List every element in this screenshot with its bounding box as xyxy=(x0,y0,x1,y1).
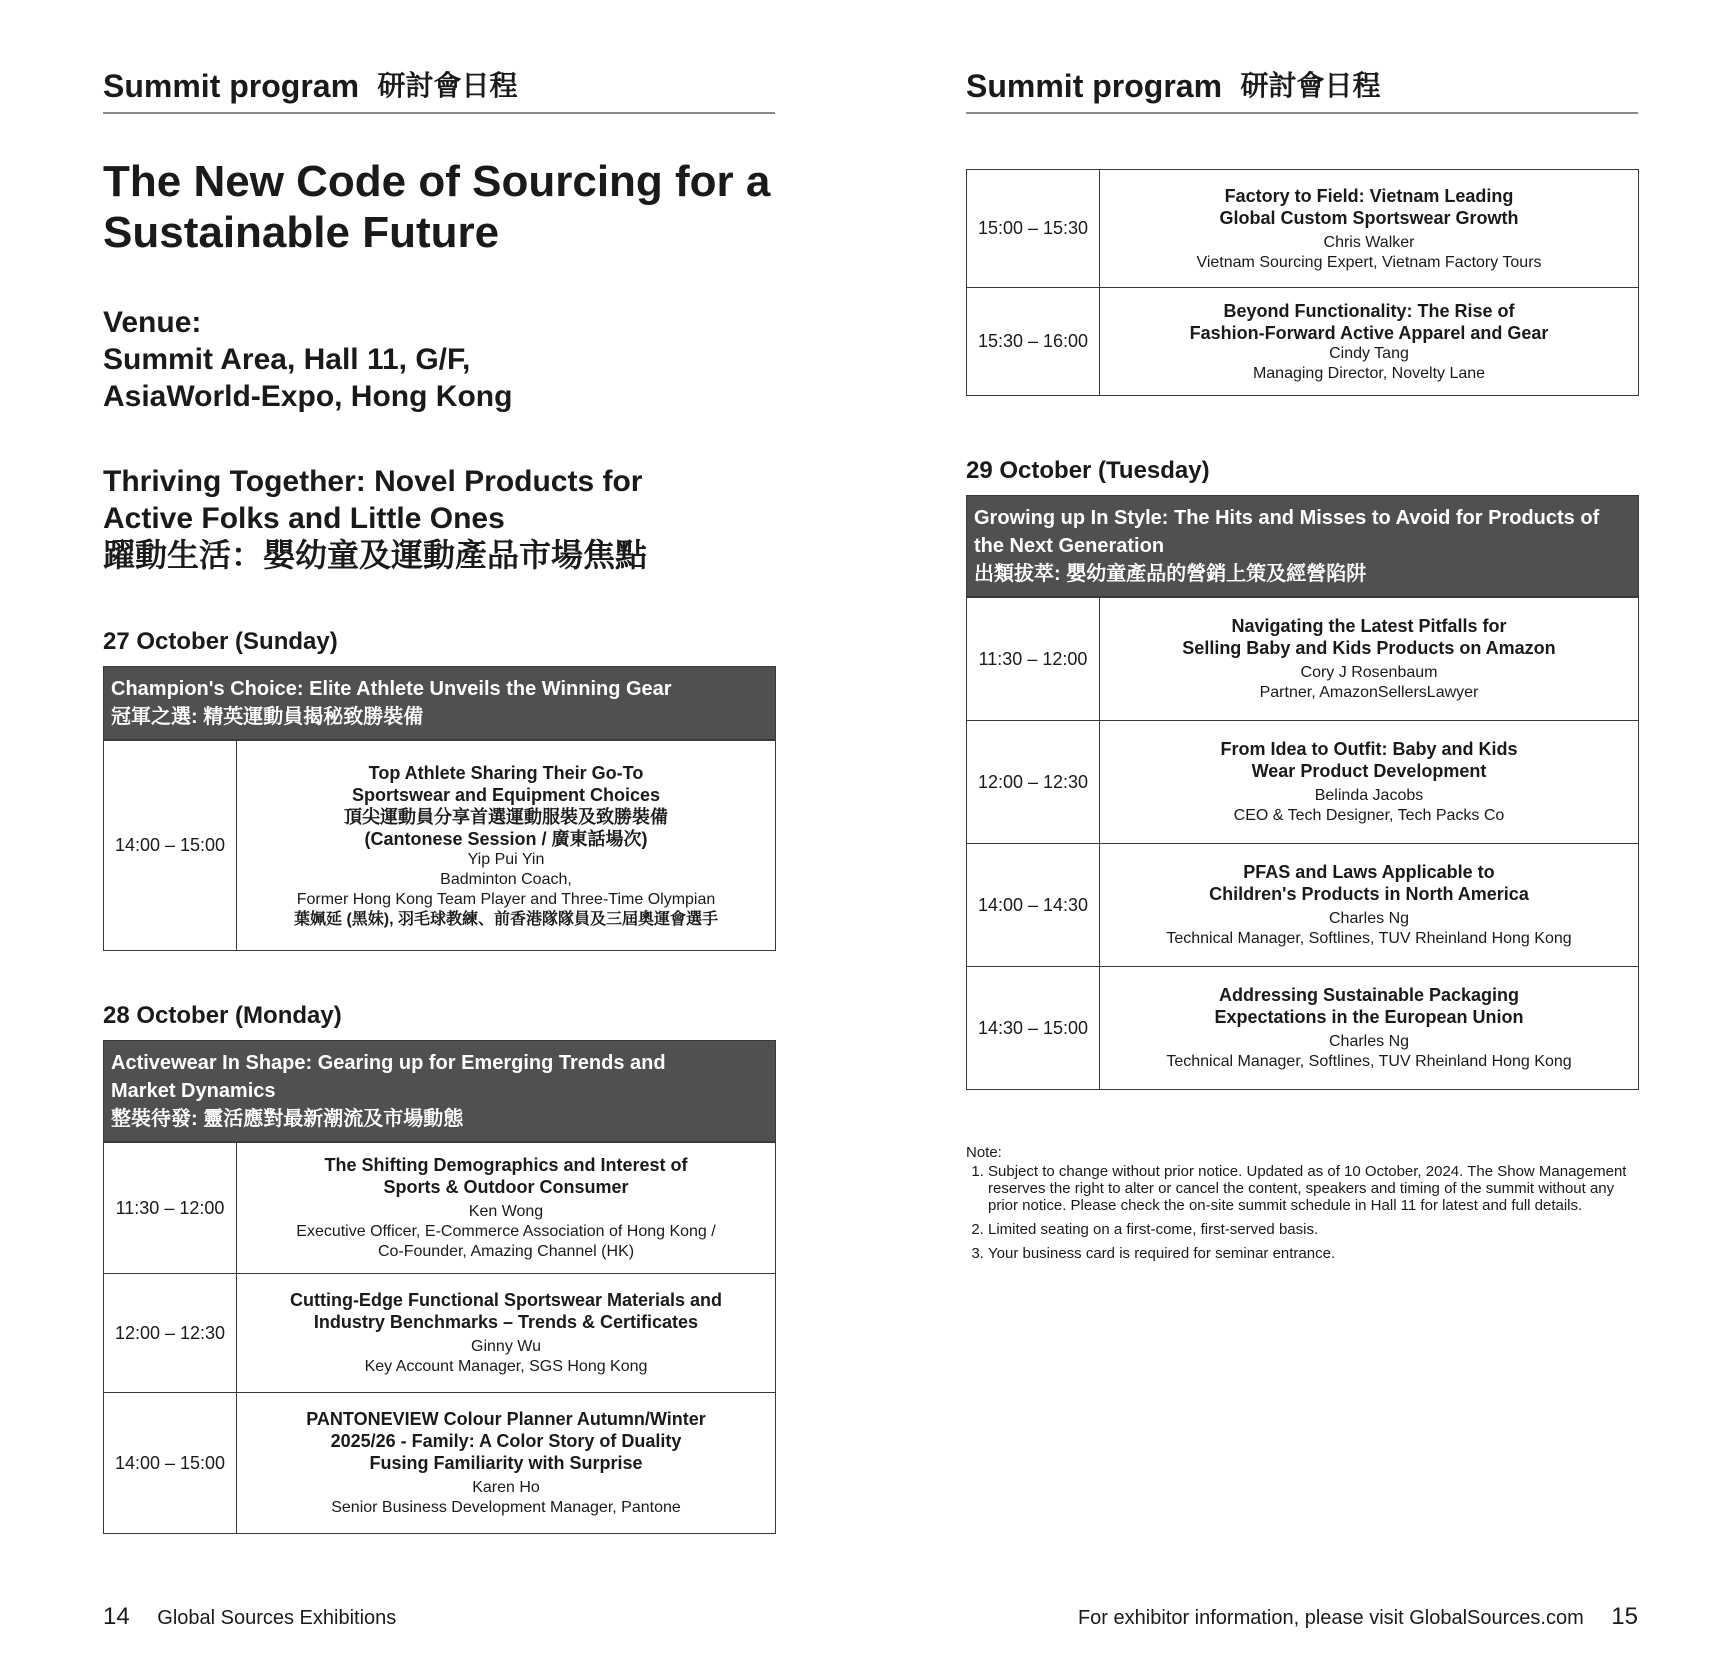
speaker-name: Karen Ho xyxy=(472,1479,540,1496)
talk-title: Top Athlete Sharing Their Go-To xyxy=(368,762,644,783)
table-row xyxy=(967,967,1639,1090)
theme-line1: Thriving Together: Novel Products for xyxy=(103,465,643,498)
theme-zh: 躍動生活：嬰幼童及運動產品市場焦點 xyxy=(103,537,648,573)
talk-title: Factory to Field: Vietnam Leading xyxy=(1224,185,1514,206)
talk-title: Fashion-Forward Active Apparel and Gear xyxy=(1189,322,1549,343)
venue xyxy=(103,304,783,415)
note-list xyxy=(966,1163,1646,1262)
time-cell: 12:00 – 12:30 xyxy=(104,1274,237,1393)
page-header-left xyxy=(103,64,775,114)
speaker-name: Belinda Jacobs xyxy=(1314,787,1424,804)
time-cell: 14:00 – 15:00 xyxy=(104,1393,237,1534)
speaker-role: Badminton Coach, xyxy=(440,870,572,888)
venue-label: Venue: xyxy=(103,306,202,339)
speaker-role: Key Account Manager, SGS Hong Kong xyxy=(364,1358,648,1375)
speaker-role-zh: 葉姵延 (黑妹), 羽毛球教練、前香港隊隊員及三屆奧運會選手 xyxy=(294,910,718,928)
speaker-name: Cindy Tang xyxy=(1329,344,1409,362)
header-title-en: Summit program xyxy=(966,68,1223,104)
schedule-block-28 xyxy=(103,1040,776,1534)
talk-title: Navigating the Latest Pitfalls for xyxy=(1231,616,1507,636)
talk-cell xyxy=(237,1393,776,1534)
talk-title: Cutting-Edge Functional Sportswear Materials and xyxy=(289,1290,723,1310)
talk-title: Industry Benchmarks – Trends & Certificates xyxy=(313,1312,699,1332)
speaker-role: Executive Officer, E-Commerce Association of Hong Kong / xyxy=(296,1223,716,1240)
time-cell: 11:30 – 12:00 xyxy=(104,1143,237,1274)
page-header-right xyxy=(966,64,1638,114)
session-title: Champion's Choice: Elite Athlete Unveils the Winning Gear xyxy=(111,678,672,700)
schedule-block-29 xyxy=(966,495,1639,1090)
speaker-name: Chris Walker xyxy=(1323,233,1415,251)
session-title: Market Dynamics xyxy=(111,1080,276,1102)
speaker-name: Cory J Rosenbaum xyxy=(1300,664,1438,681)
talk-cell xyxy=(237,1274,776,1393)
speaker-name: Ken Wong xyxy=(468,1203,544,1220)
right-page xyxy=(866,0,1732,1654)
footer-text: For exhibitor information, please visit GlobalSources.com xyxy=(1077,1607,1584,1629)
session-title-zh: 出類拔萃: 嬰幼童產品的營銷上策及經營陷阱 xyxy=(974,563,1367,585)
schedule-table xyxy=(966,169,1639,396)
session-header xyxy=(103,1040,776,1142)
schedule-table xyxy=(966,597,1639,1090)
time-cell: 11:30 – 12:00 xyxy=(967,598,1100,721)
talk-title: The Shifting Demographics and Interest of xyxy=(324,1155,688,1175)
talk-cell xyxy=(1100,598,1639,721)
theme-title xyxy=(103,463,783,574)
main-title: The New Code of Sourcing for a Sustainable Future xyxy=(103,157,771,257)
talk-cell xyxy=(237,1143,776,1274)
note-item: 1. Subject to change without prior notice. Updated as of 10 October, 2024. The Show Management reserves the right to alter or cancel the content, speakers and timing of the summit without any prior notice. Please check the on-site summit schedule in Hall 11 for latest and full details. xyxy=(988,1163,1646,1214)
header-title-zh: 研討會日程 xyxy=(1240,70,1381,101)
table-row xyxy=(104,1274,776,1393)
speaker-name: Charles Ng xyxy=(1328,1033,1410,1050)
footer-right xyxy=(1078,1604,1638,1631)
page-number: 15 xyxy=(1611,1603,1638,1630)
talk-cell xyxy=(1100,288,1639,396)
note-item: 3. Your business card is required for seminar entrance. xyxy=(988,1245,1646,1262)
talk-title: Wear Product Development xyxy=(1251,761,1487,781)
time-cell: 15:00 – 15:30 xyxy=(967,170,1100,288)
speaker-role: Technical Manager, Softlines, TUV Rheinland Hong Kong xyxy=(1166,930,1572,947)
footer-left xyxy=(103,1604,396,1631)
table-row xyxy=(967,288,1639,396)
speaker-role: Technical Manager, Softlines, TUV Rheinland Hong Kong xyxy=(1166,1053,1572,1070)
speaker-role: Partner, AmazonSellersLawyer xyxy=(1259,684,1479,701)
speaker-role: Vietnam Sourcing Expert, Vietnam Factory Tours xyxy=(1196,253,1542,271)
talk-title: From Idea to Outfit: Baby and Kids xyxy=(1220,739,1518,759)
time-cell: 15:30 – 16:00 xyxy=(967,288,1100,396)
notes xyxy=(966,1144,1646,1269)
talk-cell xyxy=(1100,170,1639,288)
schedule-table xyxy=(103,740,776,951)
speaker-role: CEO & Tech Designer, Tech Packs Co xyxy=(1233,807,1505,824)
talk-cell xyxy=(1100,844,1639,967)
session-language: (Cantonese Session / 廣東話場次) xyxy=(364,828,648,849)
talk-title: PFAS and Laws Applicable to xyxy=(1243,862,1495,882)
talk-title: Beyond Functionality: The Rise of xyxy=(1223,300,1515,321)
date-heading-29: 29 October (Tuesday) xyxy=(966,457,1210,484)
schedule-block-27 xyxy=(103,666,776,951)
speaker-role: Former Hong Kong Team Player and Three-Time Olympian xyxy=(296,890,716,908)
talk-title: Children's Products in North America xyxy=(1209,884,1529,904)
theme-line2: Active Folks and Little Ones xyxy=(103,502,505,535)
session-title-zh: 整裝待發: 靈活應對最新潮流及市場動態 xyxy=(111,1108,464,1130)
table-row xyxy=(967,170,1639,288)
note-label: Note: xyxy=(966,1144,1002,1161)
talk-title: 2025/26 - Family: A Color Story of Duality xyxy=(330,1431,682,1451)
table-row xyxy=(967,598,1639,721)
speaker-role: Managing Director, Novelty Lane xyxy=(1252,364,1486,382)
session-title: Growing up In Style: The Hits and Misses to Avoid for Products of xyxy=(974,507,1600,529)
session-title: the Next Generation xyxy=(974,535,1165,557)
page-number: 14 xyxy=(103,1603,130,1630)
header-title-en: Summit program xyxy=(103,68,360,104)
footer-text: Global Sources Exhibitions xyxy=(157,1607,397,1629)
date-heading-28: 28 October (Monday) xyxy=(103,1002,342,1029)
time-cell: 14:30 – 15:00 xyxy=(967,967,1100,1090)
date-heading-27: 27 October (Sunday) xyxy=(103,628,338,655)
talk-title: Global Custom Sportswear Growth xyxy=(1219,207,1519,228)
table-row xyxy=(104,1393,776,1534)
talk-title: Fusing Familiarity with Surprise xyxy=(369,1453,643,1473)
time-cell: 14:00 – 14:30 xyxy=(967,844,1100,967)
venue-line1: Summit Area, Hall 11, G/F, xyxy=(103,343,471,376)
speaker-name: Charles Ng xyxy=(1328,910,1410,927)
session-title-zh: 冠軍之選: 精英運動員揭秘致勝裝備 xyxy=(111,706,424,728)
table-row xyxy=(967,721,1639,844)
time-cell: 12:00 – 12:30 xyxy=(967,721,1100,844)
talk-title: Sportswear and Equipment Choices xyxy=(351,784,661,805)
session-title: Activewear In Shape: Gearing up for Emerging Trends and xyxy=(111,1052,666,1074)
talk-title: Selling Baby and Kids Products on Amazon xyxy=(1182,638,1556,658)
session-header xyxy=(103,666,776,740)
table-row xyxy=(104,741,776,951)
speaker-name: Ginny Wu xyxy=(471,1338,541,1355)
talk-title: Expectations in the European Union xyxy=(1214,1007,1524,1027)
talk-title-zh: 頂尖運動員分享首選運動服裝及致勝裝備 xyxy=(344,806,668,827)
talk-title: PANTONEVIEW Colour Planner Autumn/Winter xyxy=(306,1409,706,1429)
schedule-table xyxy=(103,1142,776,1534)
table-row xyxy=(967,844,1639,967)
talk-cell xyxy=(1100,967,1639,1090)
header-title-zh: 研討會日程 xyxy=(377,70,518,101)
speaker-role: Senior Business Development Manager, Pantone xyxy=(331,1499,681,1516)
speaker-role: Co-Founder, Amazing Channel (HK) xyxy=(377,1243,635,1260)
table-row xyxy=(104,1143,776,1274)
talk-title: Sports & Outdoor Consumer xyxy=(383,1177,629,1197)
session-header xyxy=(966,495,1639,597)
talk-title: Addressing Sustainable Packaging xyxy=(1218,985,1520,1005)
talk-cell xyxy=(237,741,776,951)
venue-line2: AsiaWorld-Expo, Hong Kong xyxy=(103,380,513,413)
time-cell: 14:00 – 15:00 xyxy=(104,741,237,951)
speaker-name: Yip Pui Yin xyxy=(467,850,545,868)
talk-cell xyxy=(1100,721,1639,844)
schedule-block-28-continued xyxy=(966,169,1639,396)
note-item: 2. Limited seating on a first-come, first-served basis. xyxy=(988,1221,1646,1238)
